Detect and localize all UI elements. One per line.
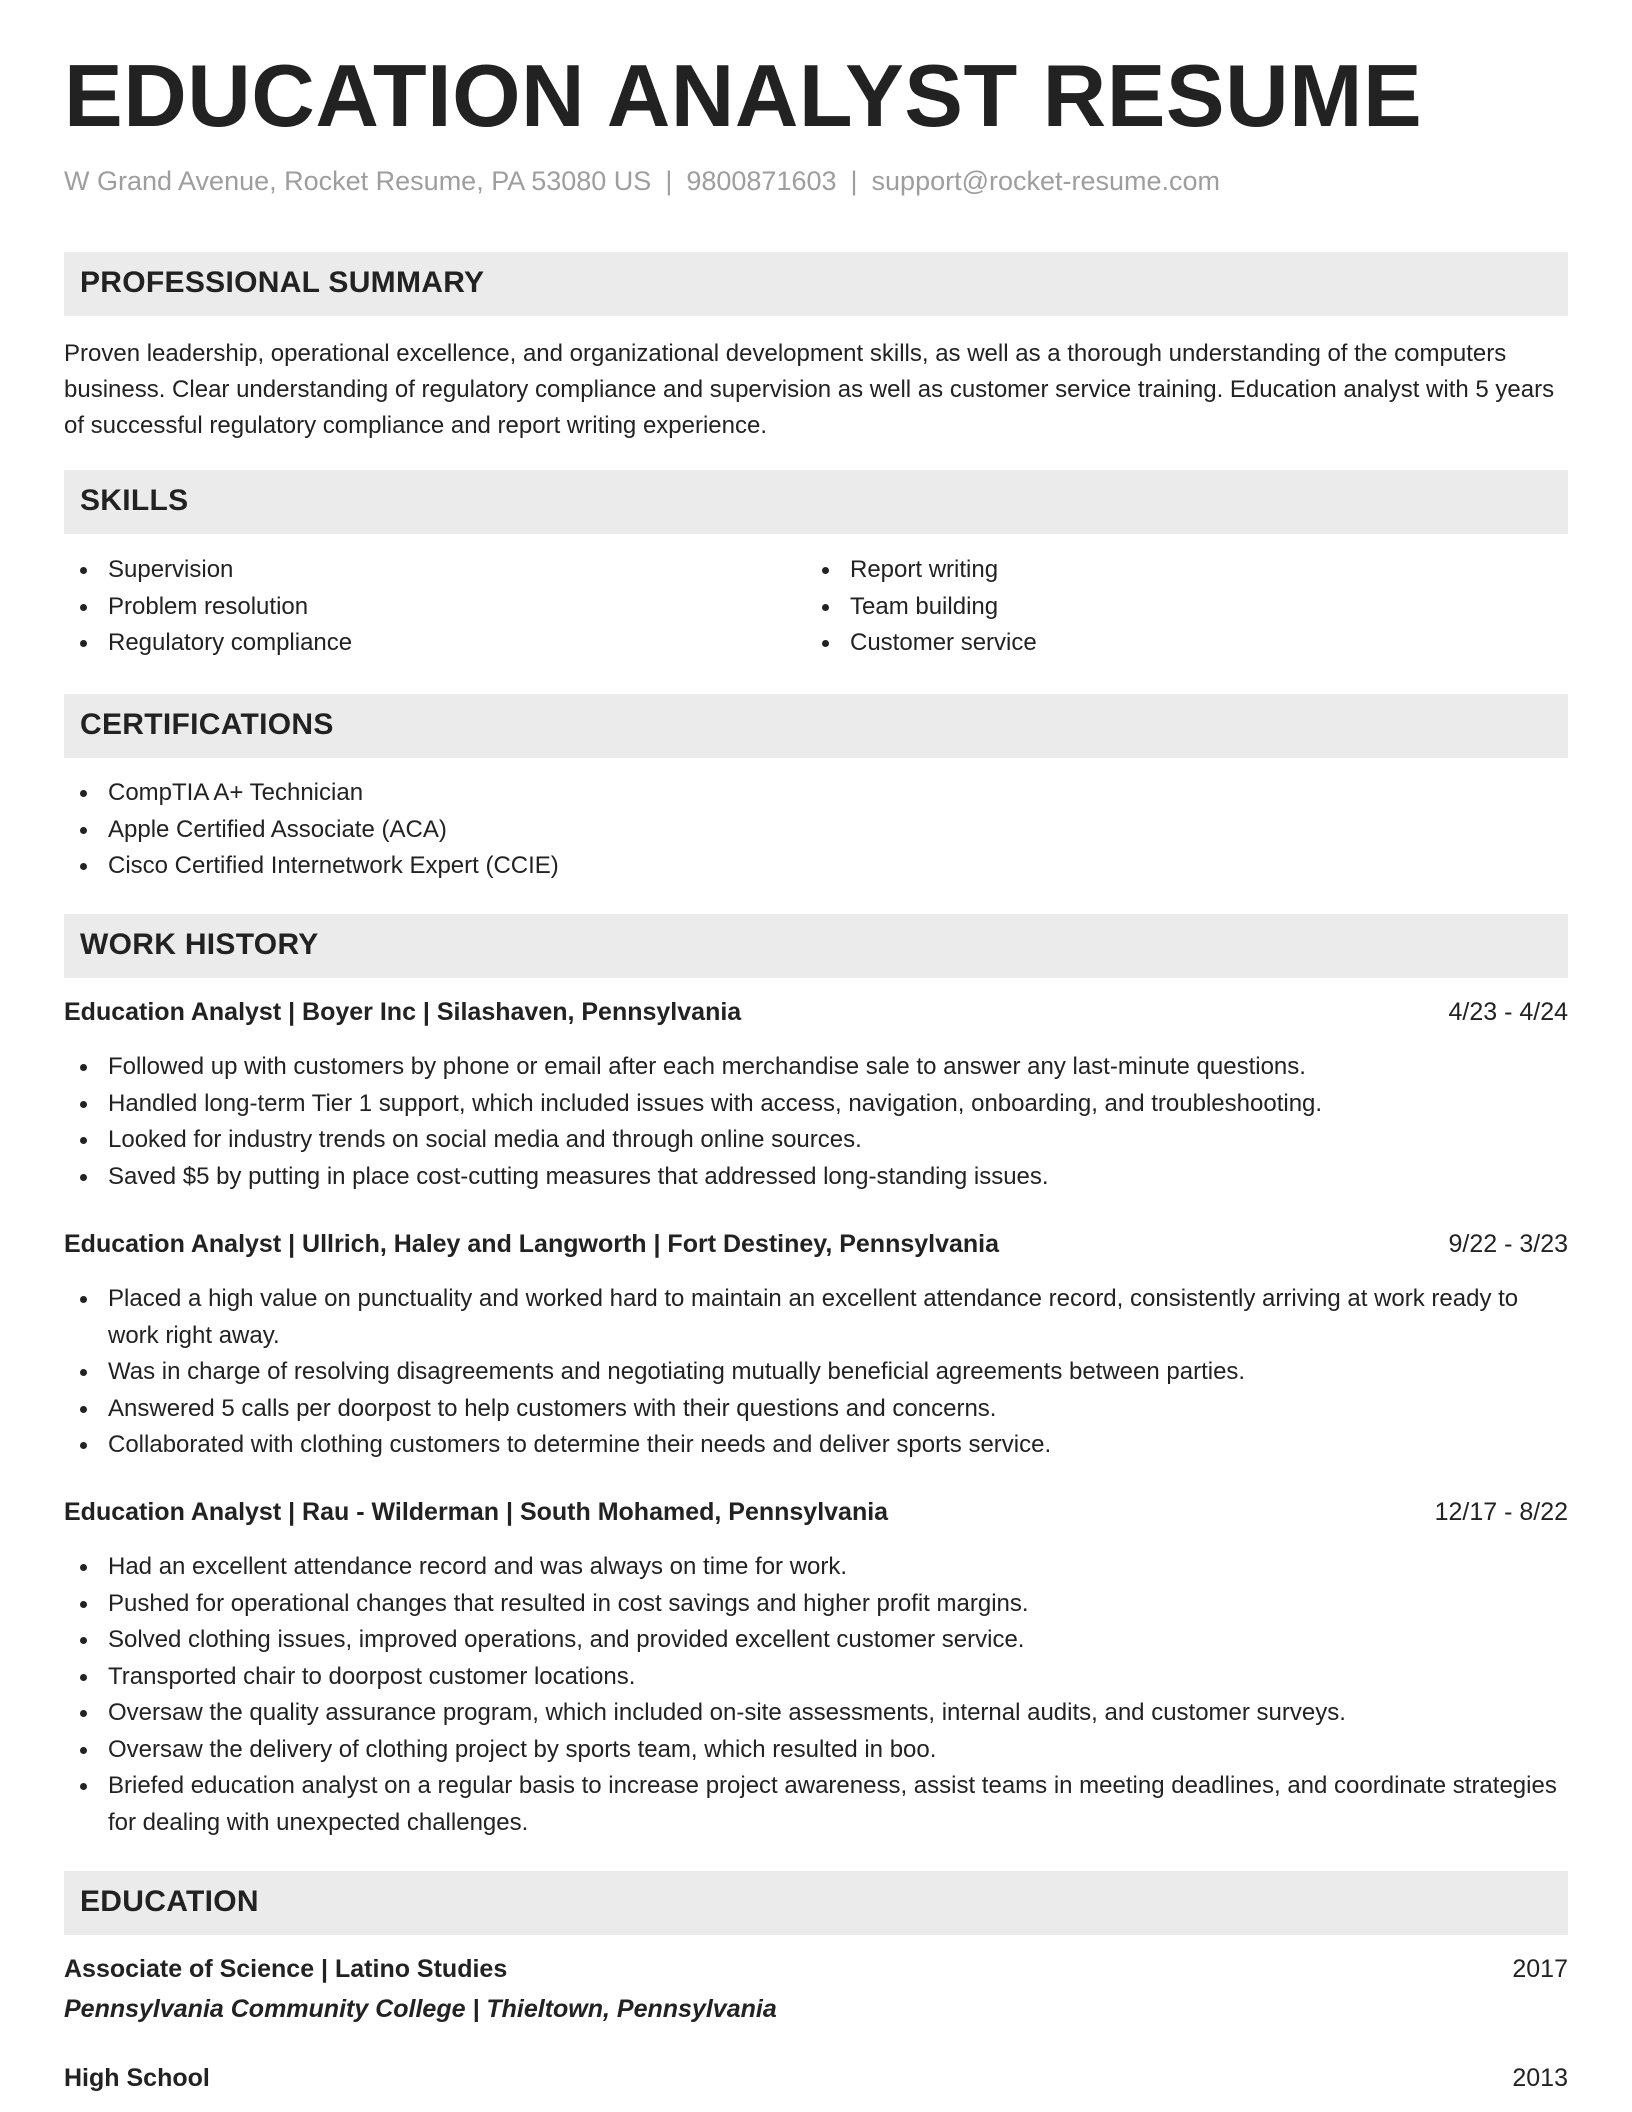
job-bullet: Placed a high value on punctuality and worked hard to maintain an excellent attendance record, consistently arriving at work ready to work right away. bbox=[64, 1281, 1568, 1354]
section-title-summary: PROFESSIONAL SUMMARY bbox=[80, 266, 485, 299]
job-header bbox=[64, 1230, 1568, 1266]
job-bullet: Collaborated with clothing customers to determine their needs and deliver sports service. bbox=[64, 1427, 1568, 1464]
job-bullet: Oversaw the delivery of clothing project by sports team, which resulted in boo. bbox=[64, 1732, 1568, 1769]
education-degree: Associate of Science | Latino Studies bbox=[64, 1955, 508, 1983]
contact-email: support@rocket-resume.com bbox=[871, 166, 1221, 196]
job-bullets bbox=[64, 1281, 1568, 1464]
section-title-education: EDUCATION bbox=[80, 1885, 259, 1918]
job-bullet: Pushed for operational changes that resulted in cost savings and higher profit margins. bbox=[64, 1586, 1568, 1623]
section-header-skills bbox=[64, 470, 1568, 534]
section-title-certifications: CERTIFICATIONS bbox=[80, 708, 334, 741]
job-bullet: Looked for industry trends on social media and through online sources. bbox=[64, 1122, 1568, 1159]
skill-item: Customer service bbox=[806, 625, 1546, 662]
education-header bbox=[64, 1955, 1568, 1991]
job-dates: 12/17 - 8/22 bbox=[1434, 1498, 1568, 1526]
section-title-work-history: WORK HISTORY bbox=[80, 928, 319, 961]
section-title-skills: SKILLS bbox=[80, 484, 189, 517]
job-bullet: Had an excellent attendance record and was always on time for work. bbox=[64, 1549, 1568, 1586]
skill-item: Report writing bbox=[806, 552, 1546, 589]
job-bullets bbox=[64, 1049, 1568, 1195]
skills-list-right bbox=[806, 552, 1546, 662]
job-title: Education Analyst | Boyer Inc | Silashaven, Pennsylvania bbox=[64, 998, 742, 1026]
job-bullet: Transported chair to doorpost customer locations. bbox=[64, 1659, 1568, 1696]
skills-list-left bbox=[64, 552, 804, 662]
skill-item: Team building bbox=[806, 589, 1546, 626]
section-header-education bbox=[64, 1871, 1568, 1935]
education-school: Pennsylvania Community College | Thieltown, Pennsylvania bbox=[64, 1995, 777, 2023]
education-year: 2017 bbox=[1512, 1955, 1568, 1983]
section-header-certifications bbox=[64, 694, 1568, 758]
certification-item: Cisco Certified Internetwork Expert (CCIE) bbox=[64, 848, 1568, 885]
contact-address: W Grand Avenue, Rocket Resume, PA 53080 US bbox=[64, 166, 652, 196]
job-header bbox=[64, 998, 1568, 1034]
job-title: Education Analyst | Ullrich, Haley and Langworth | Fort Destiney, Pennsylvania bbox=[64, 1230, 1000, 1258]
section-header-summary bbox=[64, 252, 1568, 316]
contact-phone: 9800871603 bbox=[686, 166, 837, 196]
skill-item: Supervision bbox=[64, 552, 804, 589]
education-degree: High School bbox=[64, 2064, 210, 2092]
contact-line bbox=[64, 166, 1220, 197]
job-dates: 9/22 - 3/23 bbox=[1448, 1230, 1568, 1258]
skill-item: Problem resolution bbox=[64, 589, 804, 626]
certification-item: CompTIA A+ Technician bbox=[64, 775, 1568, 812]
job-bullet: Handled long-term Tier 1 support, which included issues with access, navigation, onboarding, and troubleshooting. bbox=[64, 1086, 1568, 1123]
education-year: 2013 bbox=[1512, 2064, 1568, 2092]
job-bullet: Briefed education analyst on a regular basis to increase project awareness, assist teams in meeting deadlines, and coordinate strategies for dealing with unexpected challenges. bbox=[64, 1768, 1568, 1841]
resume-title: EDUCATION ANALYST RESUME bbox=[64, 46, 1423, 145]
job-bullets bbox=[64, 1549, 1568, 1841]
job-header bbox=[64, 1498, 1568, 1534]
job-bullet: Answered 5 calls per doorpost to help customers with their questions and concerns. bbox=[64, 1391, 1568, 1428]
contact-separator: | bbox=[665, 166, 673, 196]
job-bullet: Followed up with customers by phone or email after each merchandise sale to answer any last-minute questions. bbox=[64, 1049, 1568, 1086]
certifications-list bbox=[64, 775, 1568, 885]
section-header-work-history bbox=[64, 914, 1568, 978]
skill-item: Regulatory compliance bbox=[64, 625, 804, 662]
education-header bbox=[64, 2064, 1568, 2100]
summary-text: Proven leadership, operational excellence, and organizational development skills, as well as a thorough understanding of the computers business. Clear understanding of regulatory compliance and supervision as well as customer service training. Education analyst with 5 years of successful regulatory compliance and report writing experience. bbox=[64, 340, 1555, 439]
job-dates: 4/23 - 4/24 bbox=[1448, 998, 1568, 1026]
job-bullet: Saved $5 by putting in place cost-cutting measures that addressed long-standing issues. bbox=[64, 1159, 1568, 1196]
job-bullet: Oversaw the quality assurance program, which included on-site assessments, internal audits, and customer surveys. bbox=[64, 1695, 1568, 1732]
job-title: Education Analyst | Rau - Wilderman | South Mohamed, Pennsylvania bbox=[64, 1498, 889, 1526]
contact-separator: | bbox=[850, 166, 858, 196]
certification-item: Apple Certified Associate (ACA) bbox=[64, 812, 1568, 849]
job-bullet: Was in charge of resolving disagreements and negotiating mutually beneficial agreements between parties. bbox=[64, 1354, 1568, 1391]
job-bullet: Solved clothing issues, improved operations, and provided excellent customer service. bbox=[64, 1622, 1568, 1659]
